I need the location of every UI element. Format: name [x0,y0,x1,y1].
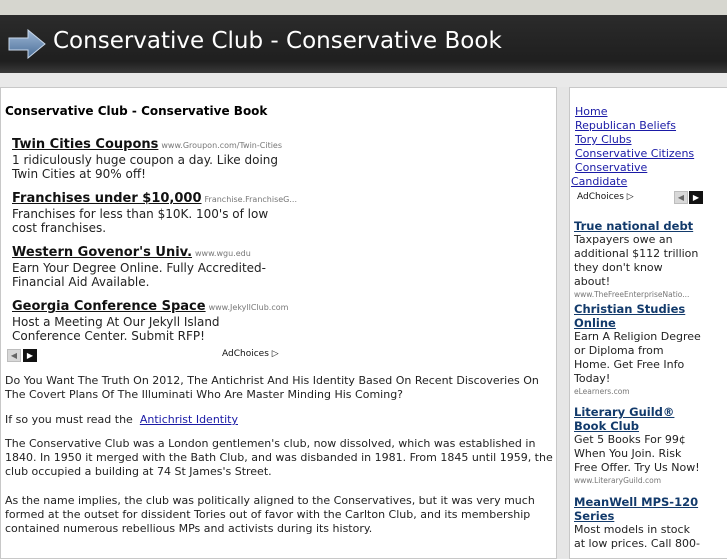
ad-description: Franchises for less than $10K. 100's of low cost franchises. [12,207,269,235]
sidebar-ad-title[interactable]: Christian Studies Online [574,302,686,330]
sidebar-link-tory-clubs[interactable]: Tory Clubs [575,133,632,146]
sidebar-ad-url[interactable]: www.LiteraryGuild.com [574,476,662,485]
sidebar-ad-description: Taxpayers owe an additional $112 trillion they don't know about! [574,233,699,288]
sidebar-ad-description: Earn A Religion Degree or Diploma from Home. Get Free Info Today! [574,330,701,385]
sidebar-ad[interactable] [574,302,702,397]
sidebar-link-republican-beliefs[interactable]: Republican Beliefs [575,119,677,132]
ad-description: 1 ridiculously huge coupon a day. Like doing Twin Cities at 90% off! [12,153,279,181]
sidebar-ad-title[interactable]: True national debt [574,219,694,233]
read-prefix: If so you must read the [5,413,133,426]
sidebar-ad[interactable] [574,495,702,551]
ad-url[interactable]: Franchise.FranchiseG... [204,195,298,204]
ad-title[interactable]: Twin Cities Coupons [12,137,159,152]
sidebar-link-home[interactable]: Home [575,105,608,118]
sidebar-link-conservative[interactable]: Conservative [575,161,648,174]
ad-url[interactable]: www.wgu.edu [195,249,251,258]
ad-description: Earn Your Degree Online. Fully Accredited- Financial Aid Available. [12,261,267,289]
ad-unit[interactable] [12,295,302,343]
adchoices-link[interactable]: AdChoices ▷ [222,349,279,359]
sidebar-ad-prev-button[interactable]: ◀ [674,191,688,204]
right-arrow-icon [8,29,46,59]
site-title[interactable]: Conservative Club - Conservative Book [53,28,502,54]
sidebar-nav [570,105,720,189]
sidebar-adchoices-link[interactable]: AdChoices ▷ [577,192,634,202]
sidebar-link-conservative-citizens[interactable]: Conservative Citizens [575,147,695,160]
paragraph: As the name implies, the club was politically aligned to the Conservatives, but it was very much formed at the outset for dissident Tories out of favor with the Carlton Club, and its membership contained numerous rebellious MPs and activists during its history. [5,494,535,535]
sidebar-ad-title[interactable]: MeanWell MPS-120 Series [574,495,699,523]
sidebar-ad-url[interactable]: eLearners.com [574,387,630,396]
sidebar-ad-description: Get 5 Books For 99¢ When You Join. Risk Free Offer. Try Us Now! [574,433,700,474]
ad-description: Host a Meeting At Our Jekyll Island Conference Center. Submit RFP! [12,315,220,343]
ad-unit[interactable] [12,241,302,289]
ad-next-button[interactable]: ▶ [23,349,37,362]
page-title: Conservative Club - Conservative Book [5,104,268,118]
site-header [0,15,727,73]
ad-title[interactable]: Western Govenor's Univ. [12,245,193,260]
sidebar-ad-next-button[interactable]: ▶ [689,191,703,204]
ad-title[interactable]: Georgia Conference Space [12,299,206,314]
header-band [0,73,727,87]
sidebar-link-candidate[interactable]: Candidate [571,175,628,188]
top-strip [0,0,727,15]
sidebar-ad-title[interactable]: Literary Guild® Book Club [574,405,675,433]
sidebar-ad-description: Most models in stock at low prices. Call 800- [574,523,700,550]
sidebar-ad[interactable] [574,405,702,486]
antichrist-identity-link[interactable]: Antichrist Identity [139,413,238,426]
ad-unit[interactable] [12,187,302,235]
sidebar [569,87,727,559]
paragraph: The Conservative Club was a London gentlemen's club, now dissolved, which was established in 1840. In 1950 it merged with the Bath Club, and was disbanded in 1981. From 1845 until 1959, the club occupied a building at 74 St James's Street. [5,437,553,478]
ad-prev-button[interactable]: ◀ [7,349,21,362]
ad-url[interactable]: www.JekyllClub.com [208,303,289,312]
sidebar-ad[interactable] [574,219,702,300]
read-line [5,413,553,427]
intro-text: Do You Want The Truth On 2012, The Antichrist And His Identity Based On Recent Discoveries On The Covert Plans Of The Illuminati Who Are Master Minding His Coming? [5,374,539,401]
ad-title[interactable]: Franchises under $10,000 [12,191,202,206]
ad-url[interactable]: www.Groupon.com/Twin-Cities [161,141,283,150]
ad-unit[interactable] [12,133,302,181]
main-content [0,87,557,559]
sidebar-ad-url[interactable]: www.TheFreeEnterpriseNatio... [574,290,690,299]
